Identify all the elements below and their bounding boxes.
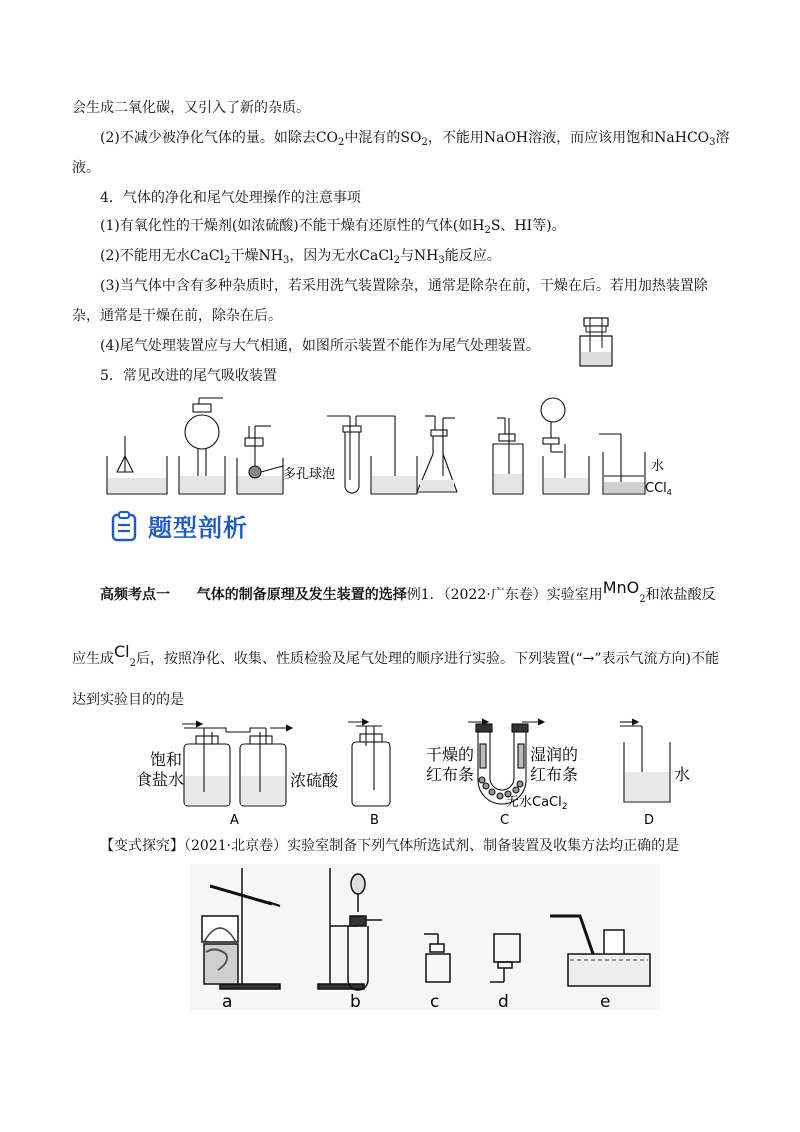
text-line: 5．常见改进的尾气吸收装置 [100, 368, 277, 384]
label-D: D [644, 813, 655, 828]
example-line: 达到实验目的的是 [72, 692, 184, 708]
apparatus-abcd-figure [130, 718, 690, 828]
section-title: 题型剖析 [148, 514, 248, 542]
variant-line: 【变式探究】（2021·北京卷）实验室制备下列气体所选试剂、制备装置及收集方法均正确的是 [100, 838, 680, 854]
label-wet2: 红布条 [530, 765, 579, 784]
porous-ball-beaker [237, 426, 283, 494]
apparatus-d [620, 719, 670, 802]
bottle-tube [493, 418, 523, 494]
apparatus-b [348, 719, 390, 806]
text-line: (2)不减少被净化气体的量。如除去$CO_2$中混有的$SO_2$，不能用NaOH溶液，而应该用饱和NaHCO$_3$溶 [100, 130, 730, 148]
label-B: B [370, 813, 379, 828]
text-line: (4)尾气处理装置应与大气相通，如图所示装置不能作为尾气处理装置。 [100, 338, 540, 354]
example-line: 高频考点一 气体的制备原理及发生装置的选择例1．（2022·广东卷）实验室用MnO$_2$和浓盐酸反 [100, 578, 716, 605]
conical-flask [417, 416, 457, 492]
label-saturated: 饱和 [150, 750, 183, 769]
label-dry2: 红布条 [426, 765, 475, 784]
text-line: 杂，通常是干燥在前，除杂在后。 [72, 308, 282, 324]
section-heading [110, 508, 248, 543]
label-a: a [222, 992, 233, 1010]
label-A: A [230, 813, 239, 828]
round-flask-beaker [179, 398, 225, 494]
label-dry1: 干燥的 [426, 745, 475, 764]
label-brine: 食盐水 [136, 770, 185, 789]
text-line: 会生成二氧化碳，又引入了新的杂质。 [72, 100, 310, 116]
clipboard-icon [110, 510, 138, 542]
label-ccl4: CCl$_4$ [645, 481, 672, 497]
label-C: C [500, 813, 510, 828]
text-line: 液。 [72, 160, 100, 176]
label-water-d: 水 [674, 765, 690, 784]
bulb-beaker [541, 398, 589, 494]
text-line: (3)当气体中含有多种杂质时，若采用洗气装置除杂，通常是除杂在前，干燥在后。若用加热装置除 [100, 278, 708, 294]
text-line: 4．气体的净化和尾气处理操作的注意事项 [100, 190, 361, 206]
label-c: c [430, 992, 440, 1010]
label-cacl2: 无水CaCl$_2$ [506, 795, 568, 812]
label-b: b [350, 992, 361, 1010]
beaker-funnel [107, 436, 167, 494]
label-water: 水 [651, 459, 665, 474]
beaker-ccl4 [599, 434, 645, 494]
closed-bottle-figure [572, 314, 622, 370]
label-e: e [600, 992, 611, 1010]
label-porous: 多孔球泡 [283, 467, 336, 482]
label-wet1: 湿润的 [530, 745, 579, 764]
apparatus-a [182, 721, 292, 806]
tail-gas-absorption-figure [95, 396, 685, 500]
text-line: (2)不能用无水CaCl$_2$干燥$NH_3$，因为无水CaCl$_2$与$NH_3$能反应。 [100, 248, 501, 266]
text-line: (1)有氧化性的干燥剂(如浓硫酸)不能干燥有还原性的气体(如$H_2S$、HI等)。 [100, 218, 566, 236]
label-conc-acid: 浓硫酸 [290, 771, 339, 790]
label-d: d [498, 992, 509, 1010]
apparatus-ae-figure [190, 864, 660, 1010]
beaker [371, 456, 417, 494]
example-line: 应生成$Cl_2$后，按照净化、收集、性质检验及尾气处理的顺序进行实验。下列装置(“→”表示气流方向)不能 [72, 642, 719, 669]
